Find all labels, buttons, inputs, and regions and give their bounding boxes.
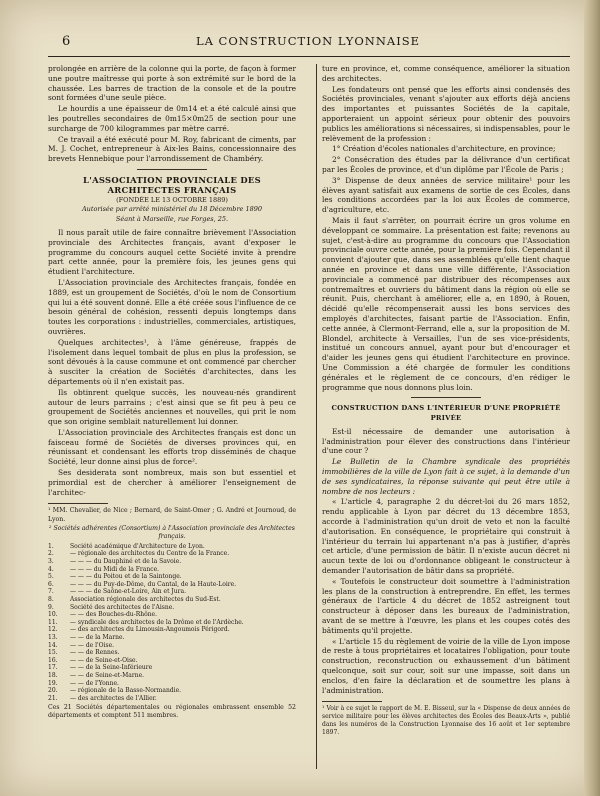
paragraph: Quelques architectes¹, à l'âme généreuse, frappés de l'isolement dans lequel tombait de plus en plus la profession, se sont dévoués à la cause commune et ont commencé par chercher à susciter la création de Sociétés d'architectes, dans les départements où il n'en existait pas.	[48, 337, 296, 386]
list-item	[48, 672, 296, 680]
footnote-title: ² Sociétés adhérentes (Consortium) à l'Association provinciale des Architectes français.	[49, 524, 295, 540]
paragraph: Le hourdis a une épaisseur de 0m14 et a été calculé ainsi que les poutrelles secondaires de 0m15×0m25 de section pour une surcharge de 700 kilogrammes par mètre carré.	[48, 104, 296, 133]
list-item	[48, 695, 296, 703]
list-item	[48, 611, 296, 619]
societies-list	[48, 543, 296, 702]
list-item-text: — — de l'Oise.	[70, 641, 115, 649]
list-item-number: 6.	[48, 580, 54, 588]
list-item-number: 13.	[48, 633, 58, 641]
paragraph: « L'article 4, paragraphe 2 du décret-loi du 26 mars 1852, rendu applicable à Lyon par décret du 13 décembre 1853, accorde à l'administration qu'un droit de veto et non la faculté d'autorisation. En conséquence, le propriétaire qui construit à l'intérieur du terrain lui appartenant n'a pas à justifier, d'après cet article, d'une permission de bâtir. Il n'existe aucun décret ni aucun texte de loi ou d'ordonnance obligeant le constructeur à demander l'autorisation de bâtir dans sa propriété.	[322, 497, 570, 576]
list-item	[48, 596, 296, 604]
paragraph: Ils obtinrent quelque succès, les nouveau-nés grandirent autour de leurs parrains ; c'est ainsi que se fit peu à peu ce groupement de Sociétés anciennes et nouvelles, qui prit le nom que son origine semblait naturellement lui donner.	[48, 387, 296, 427]
list-item-number: 8.	[48, 596, 54, 603]
footnote: ¹ Voir à ce sujet le rapport de M. E. Bisseul, sur la « Dispense de deux années de service militaire pour les élèves architectes des Écoles des Beaux-Arts », publié dans les numéros de la Construction Lyonnaise des 16 août et 1er septembre 1897.	[322, 705, 570, 736]
footnote-rule	[48, 503, 108, 504]
list-item-text: — — de Seine-et-Marne.	[70, 671, 145, 679]
paragraph: « Toutefois le constructeur doit soumettre à l'administration les plans de la construction à entreprendre. En effet, les termes généraux de l'article 4 du décret de 1852 astreignent tout constructeur à déposer dans les bureaux de l'administration, avant de se mettre à l'œuvre, les plans et les coupes cotés des bâtiments qu'il projette.	[322, 576, 570, 635]
paragraph: Ce travail a été exécuté pour M. Roy, fabricant de ciments, par M. J. Cochet, entrepreneur à Aix-les Bains, concessionnaire des brevets Hennebique pour l'arrondissement de Chambéry.	[48, 134, 296, 164]
list-item-number: 20.	[48, 687, 58, 695]
list-item	[48, 588, 296, 596]
list-item-number: 18.	[48, 671, 58, 679]
list-item	[48, 573, 296, 581]
footnote-rule	[322, 701, 382, 702]
list-item	[48, 604, 296, 612]
list-item-text: — régionale de la Basse-Normandie.	[70, 687, 182, 695]
list-item-text: — — — du Midi de la France.	[70, 565, 160, 573]
paragraph: 1° Création d'écoles nationales d'architecture, en province;	[332, 144, 556, 154]
header-rule	[48, 56, 570, 57]
list-item-text: — — de Seine-et-Oise.	[70, 656, 138, 664]
list-item	[48, 664, 296, 672]
list-item	[48, 642, 296, 650]
list-item-number: 9.	[48, 603, 54, 611]
list-item-text: — syndicale des architectes de la Drôme et de l'Ardèche.	[70, 618, 244, 626]
section-authorized: Autorisée par arrêté ministériel du 18 Décembre 1890	[81, 205, 263, 214]
list-item-number: 5.	[48, 573, 54, 581]
paragraph: 2° Consécration des études par la délivrance d'un certificat par les Écoles de province, et d'un diplôme par l'École de Paris ;	[322, 155, 570, 174]
publication-title: LA CONSTRUCTION LYONNAISE	[195, 34, 421, 48]
page-binding	[584, 0, 600, 796]
list-item-number: 15.	[48, 649, 58, 657]
list-item-text: — — — de Saône-et-Loire, Ain et Jura.	[70, 588, 187, 596]
paragraph: prolongée en arrière de la colonne qui la porte, de façon à former une poutre maîtresse qui porte à son extrémité sur le bord de la chaussée. Les barres de traction de la console et de la poutre sont formées d'une seule pièce.	[48, 64, 296, 103]
section-founded: (FONDÉE LE 13 OCTOBRE 1889)	[116, 195, 228, 204]
column-divider	[316, 64, 317, 769]
section-rule	[411, 397, 481, 398]
list-item-text: Société des architectes de l'Aisne.	[70, 603, 175, 611]
list-item-text: — — — du Poitou et de la Saintonge.	[70, 573, 182, 581]
paragraph: Le Bulletin de la Chambre syndicale des propriétés immobilières de la ville de Lyon fait à ce sujet, à la demande d'un de ses syndicataires, la réponse suivante qui peut être utile à nombre de nos lecteurs :	[322, 457, 570, 496]
list-item-number: 7.	[48, 588, 54, 596]
section-title: L'ASSOCIATION PROVINCIALE DES ARCHITECTES FRANÇAIS	[83, 174, 261, 195]
list-item-number: 4.	[48, 565, 54, 573]
list-item	[48, 687, 296, 695]
list-item-number: 2.	[48, 550, 54, 558]
section-rule	[137, 169, 207, 170]
list-item-number: 21.	[48, 694, 58, 702]
list-item	[48, 619, 296, 627]
list-item-number: 1.	[48, 542, 54, 550]
list-item	[48, 680, 296, 688]
list-item-number: 16.	[48, 656, 58, 664]
list-item-number: 17.	[48, 664, 58, 672]
list-item	[48, 634, 296, 642]
page-header	[48, 34, 568, 52]
section-seat: Séant à Marseille, rue Forges, 25.	[115, 215, 229, 224]
list-item-text: — — des Bouches-du-Rhône.	[70, 611, 158, 619]
paragraph: Il nous paraît utile de faire connaître brièvement l'Association provinciale des Architectes français, avant d'exposer le programme du concours auquel cette Société invite à prendre part cette année, pour la première fois, les jeunes gens qui étudient l'architecture.	[48, 227, 296, 277]
paragraph: ture en province, et, comme conséquence, améliorer la situation des architectes.	[322, 64, 570, 83]
list-item-number: 14.	[48, 641, 58, 649]
paragraph: L'Association provinciale des Architectes français, fondée en 1889, est un groupement de Sociétés, d'où le nom de Consortium qui lui a été souvent donné. Elle a été créée sous l'influence de ce besoin général de cohésion, ressenti depuis longtemps dans toutes les corporations : industrielles, commerciales, artistiques, ouvrières.	[48, 277, 296, 336]
paragraph: Mais il faut s'arrêter, on pourrait écrire un gros volume en développant ce sommaire. La présentation est faite; revenons au sujet, c'est-à-dire au programme du concours que l'Association provinciale ouvre cette année, pour la première fois. Cependant il convient d'ajouter que, dans ses assemblées qu'elle tient chaque année en province et dans une ville différente, l'Association provinciale a commencé par distribuer des récompenses aux contremaîtres et ouvriers du bâtiment dans la région où elle se réunit. Puis, cherchant à améliorer, elle a, en 1890, à Rouen, décidé qu'elle récompenserait aussi les bons services des employés d'architectes, faisant partie de l'Association. Enfin, cette année, à Clermont-Ferrand, elle a, sur la proposition de M. Blondel, architecte à Versailles, l'un de ses vice-présidents, institué un concours annuel, ayant pour but d'encourager et d'aider les jeunes gens qui étudient l'architecture en province. Une Commission a été chargée de formuler les conditions générales et le règlement de ce concours, d'en rédiger le programme que nous donnons plus loin.	[322, 215, 570, 392]
list-item-text: — — de l'Yonne.	[70, 679, 119, 687]
list-item	[48, 550, 296, 558]
list-item-number: 12.	[48, 626, 58, 634]
list-item-number: 3.	[48, 558, 54, 566]
list-item-text: — — de la Seine-Inférieure	[70, 664, 153, 672]
list-item-text: — — de Rennes.	[70, 649, 120, 657]
left-column	[48, 64, 296, 722]
list-item-text: — — — du Dauphiné et de la Savoie.	[70, 558, 182, 566]
list-item-text: — des architectes du Limousin-Angoumois Périgord.	[70, 626, 230, 634]
list-item-text: Association régionale des architectes du Sud-Est.	[70, 596, 221, 603]
list-item	[48, 657, 296, 665]
list-item-text: — — de la Marne.	[70, 633, 125, 641]
list-item-text: — des architectes de l'Allier.	[70, 694, 157, 702]
paragraph: « L'article 15 du règlement de voirie de la ville de Lyon impose de reste à tous propriétaires et locataires l'obligation, pour toute construction, reconstruction ou exhaussement d'un bâtiment quelconque, soit sur cour, soit sur une impasse, soit dans un enclos, d'en faire la déclaration et de soumettre les plans à l'administration.	[322, 636, 570, 695]
list-item	[48, 558, 296, 566]
list-item-number: 10.	[48, 611, 58, 619]
list-item	[48, 543, 296, 551]
list-item	[48, 626, 296, 634]
list-item-number: 19.	[48, 679, 58, 687]
paragraph: L'Association provinciale des Architectes français est donc un faisceau formé de Sociétés de diverses provinces qui, en réunissant et condensant les efforts trop disséminés de chaque Société, leur donne ainsi plus de force².	[48, 427, 296, 467]
list-item-text: Société académique d'Architecture de Lyon.	[70, 542, 205, 550]
paragraph: Les fondateurs ont pensé que les efforts ainsi condensés des Sociétés provinciales, venant s'ajouter aux efforts déjà anciens des importantes et puissantes Sociétés de la capitale, apporteraient un appoint sérieux pour obtenir des pouvoirs publics les améliorations si nécessaires, si indispensables, pour le relèvement de la profession :	[322, 84, 570, 143]
list-item	[48, 566, 296, 574]
list-item-number: 11.	[48, 618, 58, 626]
right-column	[322, 64, 570, 738]
paragraph: Ses desiderata sont nombreux, mais son but essentiel et primordial est de chercher à améliorer l'enseignement de l'architec-	[48, 468, 296, 497]
list-item	[48, 581, 296, 589]
societies-total: Ces 21 Sociétés départementales ou régionales embrassent ensemble 52 départements et comptent 511 membres.	[48, 704, 296, 720]
paragraph: Est-il nécessaire de demander une autorisation à l'administration pour élever des constructions dans l'intérieur d'une cour ?	[322, 426, 570, 456]
footnote: ¹ MM. Chevalier, de Nice ; Bernard, de Saint-Omer ; G. André et Journoud, de Lyon.	[48, 507, 296, 523]
list-item	[48, 649, 296, 657]
paragraph: 3° Dispense de deux années de service militaire¹ pour les élèves ayant satisfait aux examens de sortie de ces Écoles, dans les conditions accordées par la loi aux Écoles de commerce, d'agriculture, etc.	[322, 175, 570, 215]
page-number: 6	[62, 34, 71, 49]
list-item-text: — — — du Puy-de-Dôme, du Cantal, de la Haute-Loire.	[70, 580, 237, 588]
section-title: CONSTRUCTION DANS L'INTÉRIEUR D'UNE PROPRIÉTÉ PRIVÉE	[331, 404, 561, 423]
list-item-text: — régionale des architectes du Centre de la France.	[70, 550, 230, 558]
